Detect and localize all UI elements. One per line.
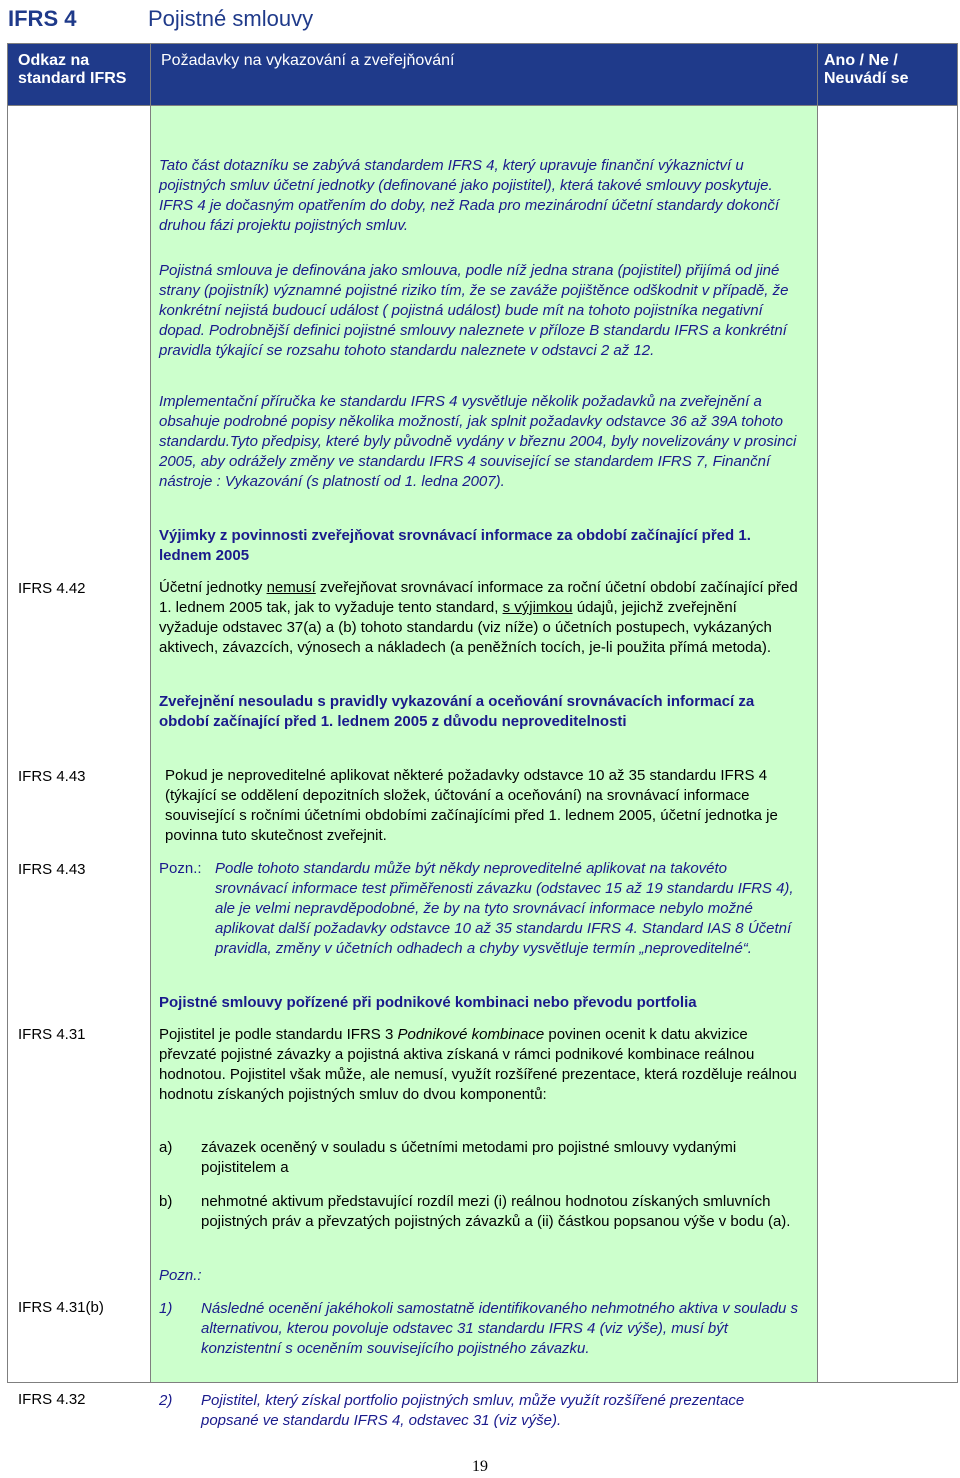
ref-ifrs-4-31b: IFRS 4.31(b) <box>18 1299 104 1316</box>
section-heading-impracticability: Zveřejnění nesouladu s pravidly vykazování a oceňování srovnávacích informací za období začínající před 1. lednem 2005 z důvodu neproveditelnosti <box>159 693 755 730</box>
ref-ifrs-4-43b: IFRS 4.43 <box>18 861 86 878</box>
ref-ifrs-4-42: IFRS 4.42 <box>18 580 86 597</box>
table-header-row <box>8 44 958 106</box>
note-4-43 <box>159 859 799 959</box>
section-title: IFRS 4 <box>8 6 77 31</box>
ref-ifrs-4-32: IFRS 4.32 <box>18 1391 86 1408</box>
table-body-row <box>8 106 958 1383</box>
reference-column <box>8 106 151 1408</box>
header-answer-column: Ano / Ne / Neuvádí se <box>818 44 958 106</box>
answer-column[interactable] <box>818 106 958 1383</box>
note-label: Pozn.: <box>159 860 202 877</box>
page-number: 19 <box>472 1458 488 1475</box>
header-ref-column: Odkaz na standard IFRS <box>8 44 151 106</box>
paragraph-4-31: Pojistitel je podle standardu IFRS 3 Podnikové kombinace povinen ocenit k datu akvizice převzaté pojistné závazky a pojistná aktiva získaná v rámci podnikové kombinace reálnou hodnotou. Pojistitel však může, ale nemusí, využít rozšířené prezentace, která rozděluje reálnou hodnotu získaných pojistných smluv do dvou komponentů: <box>159 1026 797 1103</box>
section-heading-business-combination: Pojistné smlouvy pořízené při podnikové kombinaci nebo převodu portfolia <box>159 994 697 1011</box>
requirements-column <box>151 106 818 1429</box>
note-text: Podle tohoto standardu může být někdy neproveditelné aplikovat na takovéto srovnávací informace test přiměřenosti závazku (odstavec 15 až 19 standardu IFRS 4), ale je velmi nepravděpodobné, že by na tyto srovnávací informace nebylo možné aplikovat další požadavky odstavce 10 až 35 standardu IFRS 4. Standard IAS 8 Účetní pravidla, změny v účetních odhadech a chyby vysvětluje termín „neproveditelné“. <box>215 860 794 957</box>
note-item-1: 1) Následné ocenění jakéhokoli samostatně identifikovaného nehmotného aktiva v souladu s alternativou, kterou povoluje odstavec 31 standardu IFRS 4 (viz výše), musí být konzistentní s oceněním souvisejícího pojistného závazku. <box>159 1300 799 1357</box>
header-requirements-column: Požadavky na vykazování a zveřejňování <box>151 44 818 106</box>
requirements-table <box>7 43 958 1429</box>
intro-paragraph-3: Implementační příručka ke standardu IFRS 4 vysvětluje několik požadavků na zveřejnění a obsahuje podrobné popisy několika možností, jak splnit požadavky odstavce 36 až 39A tohoto standardu.Tyto předpisy, které byly původně vydány v březnu 2004, byly novelizovány v prosinci 2005, aby odrážely změny ve standardu IFRS 4 související se standardem IFRS 7, Finanční nástroje : Vykazování (s platností od 1. ledna 2007). <box>159 393 797 490</box>
intro-paragraph-1: Tato část dotazníku se zabývá standardem IFRS 4, který upravuje finanční výkaznictví u pojistných smluv účetní jednotky (definované jako pojistitel), která takové smlouvy poskytuje. IFRS 4 je dočasným opatřením do doby, než Rada pro mezinárodní účetní standardy dokončí druhou fázi projektu pojistných smluv. <box>159 157 780 234</box>
intro-paragraph-2: Pojistná smlouva je definována jako smlouva, podle níž jedna strana (pojistitel) přijímá od jiné strany (pojistník) významné pojistné riziko tím, že se zaváže pojištěnce odškodnit v případě, že konkrétní nejistá budoucí událost ( pojistná událost) bude mít na tohoto pojistníka negativní dopad. Podrobnější definici pojistné smlouvy naleznete v příloze B standardu IFRS a konkrétní pravidla týkající se rozsahu tohoto standardu naleznete v odstavci 2 až 12. <box>159 262 789 359</box>
page-title: Pojistné smlouvy <box>148 6 314 31</box>
note-label-2: Pozn.: <box>159 1267 202 1284</box>
paragraph-4-43: Pokud je neproveditelné aplikovat některé požadavky odstavce 10 až 35 standardu IFRS 4 (týkající se oddělení depozitních složek, účtování a oceňování) na srovnávací informace související s ročními účetními obdobími začínajícími před 1. lednem 2005, účetní jednotka je povinna tuto skutečnost zveřejnit. <box>165 767 778 844</box>
note-item-2: 2) Pojistitel, který získal portfolio pojistných smluv, může využít rozšířené prezentace popsané ve standardu IFRS 4, odstavec 31 (viz výše). <box>159 1392 745 1429</box>
ref-ifrs-4-31: IFRS 4.31 <box>18 1026 86 1043</box>
list-item-b: b) nehmotné aktivum představující rozdíl mezi (i) reálnou hodnotou získaných smluvních pojistných práv a převzatých pojistných závazků a (ii) částkou popsanou výše v bodu (a). <box>159 1193 791 1230</box>
section-heading-exemptions: Výjimky z povinnosti zveřejňovat srovnávací informace za období začínající před 1. lednem 2005 <box>159 527 751 564</box>
ref-ifrs-4-43a: IFRS 4.43 <box>18 768 86 785</box>
list-item-a: a) závazek oceněný v souladu s účetními metodami pro pojistné smlouvy vydanými pojistitelem a <box>159 1139 737 1176</box>
paragraph-4-42: Účetní jednotky nemusí zveřejňovat srovnávací informace za roční účetní období začínající před 1. lednem 2005 tak, jak to vyžaduje tento standard, s výjimkou údajů, jejichž zveřejnění vyžaduje odstavec 37(a) a (b) tohoto standardu (viz níže) o účetních postupech, vykázaných aktivech, závazcích, výnosech a nákladech (a peněžních tocích, je-li použita přímá metoda). <box>159 579 798 656</box>
